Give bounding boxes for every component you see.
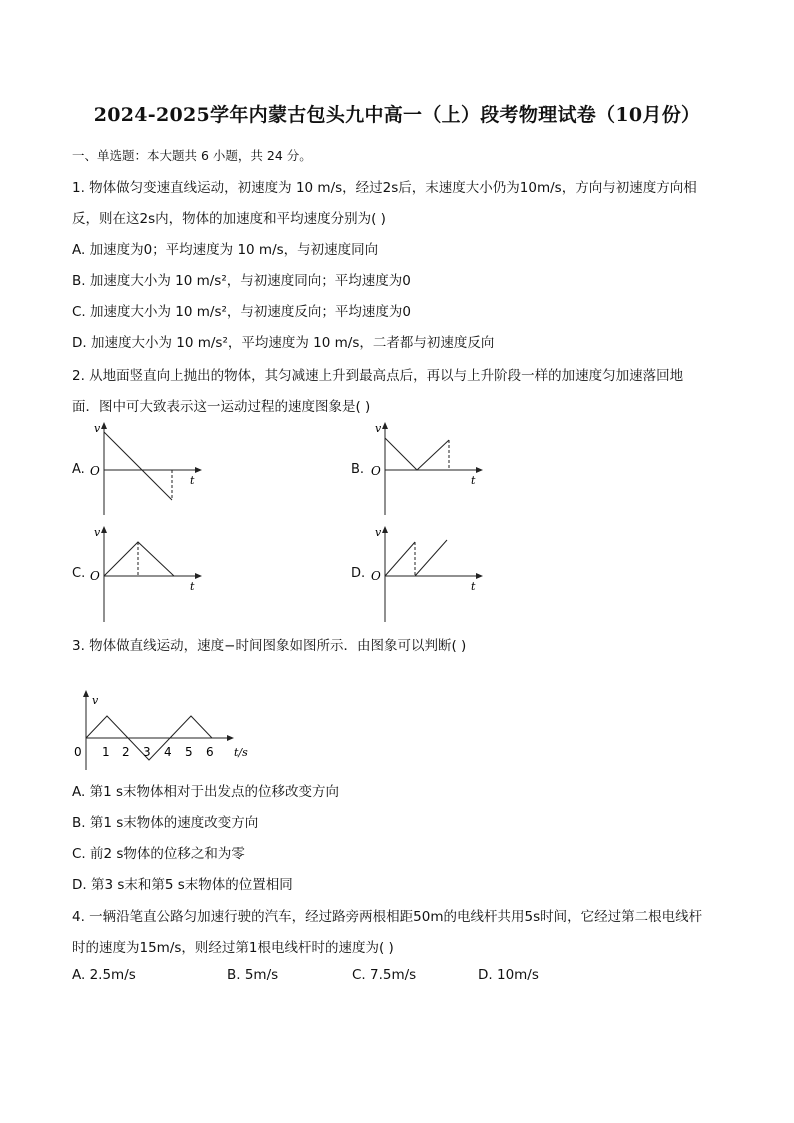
tick-4: 4: [164, 745, 172, 759]
q2-stem-line2: 面．图中可大致表示这一运动过程的速度图象是( ): [72, 399, 371, 415]
q3-graph: [70, 688, 270, 773]
q2-graph-c-label[interactable]: C.: [72, 566, 86, 581]
q4-option-a[interactable]: A. 2.5m/s: [72, 967, 136, 983]
q1-option-a[interactable]: A. 加速度为0；平均速度为 10 m/s，与初速度同向: [72, 242, 379, 258]
origin-label: O: [90, 569, 100, 583]
t-label: t: [190, 474, 195, 487]
v-label: v: [375, 526, 382, 539]
q2-graph-a[interactable]: [86, 420, 206, 520]
t-label: t: [190, 580, 195, 593]
q1-stem-line1: 1. 物体做匀变速直线运动，初速度为 10 m/s，经过2s后，末速度大小仍为10m/s，方向与初速度方向相: [72, 180, 697, 196]
q4-stem-line1: 4. 一辆沿笔直公路匀加速行驶的汽车，经过路旁两根相距50m的电线杆共用5s时间，它经过第二根电线杆: [72, 909, 703, 925]
tick-0: 0: [74, 745, 82, 759]
v-label: v: [94, 526, 101, 539]
v-label: v: [375, 422, 382, 435]
v-label: v: [94, 422, 101, 435]
q4-stem-line2: 时的速度为15m/s，则经过第1根电线杆时的速度为( ): [72, 940, 394, 956]
velocity-line: [104, 432, 172, 500]
q2-stem-line1: 2. 从地面竖直向上抛出的物体，其匀减速上升到最高点后，再以与上升阶段一样的加速度匀加速落回地: [72, 368, 684, 384]
velocity-line-up: [385, 542, 415, 576]
q2-graph-c[interactable]: [86, 524, 206, 624]
q3-stem-line1: 3. 物体做直线运动，速度−时间图象如图所示．由图象可以判断( ): [72, 638, 467, 654]
q3-option-b[interactable]: B. 第1 s末物体的速度改变方向: [72, 815, 259, 831]
v-label: v: [92, 694, 99, 707]
section-heading: 一、单选题：本大题共 6 小题，共 24 分。: [72, 148, 312, 163]
q2-graph-b[interactable]: [367, 420, 487, 520]
q1-option-b[interactable]: B. 加速度大小为 10 m/s²，与初速度同向；平均速度为0: [72, 273, 411, 289]
origin-label: O: [371, 569, 381, 583]
q2-graph-b-label[interactable]: B.: [351, 462, 365, 477]
q2-graph-d-label[interactable]: D.: [351, 566, 366, 581]
q3-option-d[interactable]: D. 第3 s末和第5 s末物体的位置相同: [72, 877, 293, 893]
tick-3: 3: [143, 745, 151, 759]
q3-option-a[interactable]: A. 第1 s末物体相对于出发点的位移改变方向: [72, 784, 339, 800]
q2-graph-d[interactable]: [367, 524, 487, 624]
q4-option-d[interactable]: D. 10m/s: [478, 967, 539, 983]
tick-2: 2: [122, 745, 130, 759]
tick-6: 6: [206, 745, 214, 759]
q3-option-c[interactable]: C. 前2 s物体的位移之和为零: [72, 846, 245, 862]
q2-graph-a-label[interactable]: A.: [72, 462, 85, 477]
t-label: t: [471, 580, 476, 593]
t-label: t: [471, 474, 476, 487]
q1-stem-line2: 反，则在这2s内，物体的加速度和平均速度分别为( ): [72, 211, 386, 227]
velocity-line-down: [415, 540, 447, 576]
tick-1: 1: [102, 745, 110, 759]
origin-label: O: [371, 464, 381, 478]
origin-label: O: [90, 464, 100, 478]
velocity-line: [385, 438, 449, 470]
tick-5: 5: [185, 745, 193, 759]
q1-option-d[interactable]: D. 加速度大小为 10 m/s²，平均速度为 10 m/s，二者都与初速度反向: [72, 335, 495, 351]
q4-option-c[interactable]: C. 7.5m/s: [352, 967, 417, 983]
q4-option-b[interactable]: B. 5m/s: [227, 967, 279, 983]
t-label: t/s: [234, 746, 248, 759]
velocity-line: [104, 542, 174, 576]
exam-title: 2024-2025学年内蒙古包头九中高一（上）段考物理试卷（10月份）: [93, 104, 701, 126]
q1-option-c[interactable]: C. 加速度大小为 10 m/s²，与初速度反向；平均速度为0: [72, 304, 412, 320]
